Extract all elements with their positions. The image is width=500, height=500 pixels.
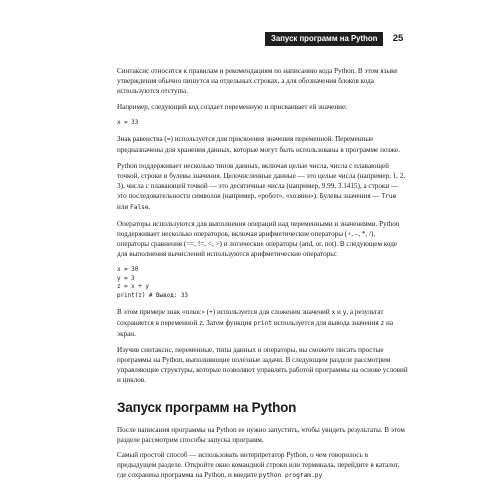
text-run: Знак равенства ( xyxy=(117,135,167,144)
paragraph-summary: Изучив синтаксис, переменные, типы данных и операторы, вы сможете писать простые программы на Python, выполняющие полезные задачи. В следующем разделе рассмотрим управляющие структуры, которые позволяют управлять работой программы на основе условий и циклов. xyxy=(117,345,408,385)
paragraph-interpreter xyxy=(117,450,408,482)
section-heading: Запуск программ на Python xyxy=(117,399,297,415)
paragraph-assignment-operator xyxy=(117,134,408,155)
text-run: ) используется для сложения значений xyxy=(212,308,332,317)
text-run: . Затем функция xyxy=(202,319,254,328)
paragraph-plus-example xyxy=(117,307,408,340)
inline-code: z xyxy=(380,320,385,328)
inline-code: print xyxy=(253,320,273,328)
text-run: , а результат сохраняется в переменной xyxy=(117,308,384,328)
inline-code: y xyxy=(342,309,347,317)
code-block-assignment: x = 33 xyxy=(117,119,139,126)
code-block-arithmetic: x = 30 y = 3 z = x + y print(z) # Вывод: 33 xyxy=(117,267,188,299)
paragraph-data-types xyxy=(117,161,408,214)
inline-code: python program.py xyxy=(258,472,323,480)
paragraph-example-intro: Например, следующий код создает переменную и присваивает ей значение: xyxy=(117,102,348,111)
text-run: или xyxy=(117,203,130,212)
text-run: В этом примере знак «плюс» ( xyxy=(117,308,210,317)
text-run: Python поддерживает несколько типов данных, включая целые числа, числа с плавающей точкой, строки и булевы значения. Целочисленные данные — это целые числа (например, 1, 2, 3), числа с плавающей точкой — это десятичные числа (например, 9.99, 3.1415), а строки — это последовательности символов (например, «робот», «хозяин»). Булевы значения — xyxy=(117,161,406,201)
text-run: и xyxy=(335,308,343,317)
text-run: ) используется для присвоения значения переменной. Переменные предназначены для хранения данных, которые могут быть использованы в программе позже. xyxy=(117,135,400,155)
paragraph-operators: Операторы используются для выполнения операций над переменными и значениями. Python поддерживает несколько операторов, включая арифметические операторы (+, –, *, /), операторы сравнения (==, !=, <, >) и логические операторы (and, or, not). В следующем коде для выполнения вычислений используются арифметические операторы: xyxy=(117,219,400,259)
inline-code: = xyxy=(166,136,171,144)
paragraph-syntax: Синтаксис относится к правилам и рекомендациям по написанию кода Python. В этом языке утверждения обычно пишутся на отдельных строках, а для обозначения блоков кода используются отступы. xyxy=(117,67,398,96)
inline-code: False xyxy=(130,204,149,212)
text-run: Самый простой способ — использовать интерпретатор Python, о чем говорилось в предыдущем разделе. Откройте окно командной строки или терминала, перейдите в каталог, где сохранена программа на Python, и введите xyxy=(117,450,400,480)
page-number: 25 xyxy=(392,33,404,44)
header-title: Запуск программ на Python xyxy=(271,34,378,43)
running-header xyxy=(265,32,383,46)
inline-code: True xyxy=(381,193,397,201)
text-run: . xyxy=(148,203,151,212)
text-run: на экран. xyxy=(117,319,394,339)
inline-code: z xyxy=(199,320,203,328)
inline-code: x xyxy=(331,309,336,317)
text-run: используется для вывода значения xyxy=(272,319,381,328)
page-body xyxy=(117,66,408,482)
paragraph-running-intro: После написания программы на Python ее нужно запустить, чтобы увидеть результаты. В этом разделе рассмотрим способы запуска программ. xyxy=(117,425,405,444)
inline-code: + xyxy=(209,309,213,317)
